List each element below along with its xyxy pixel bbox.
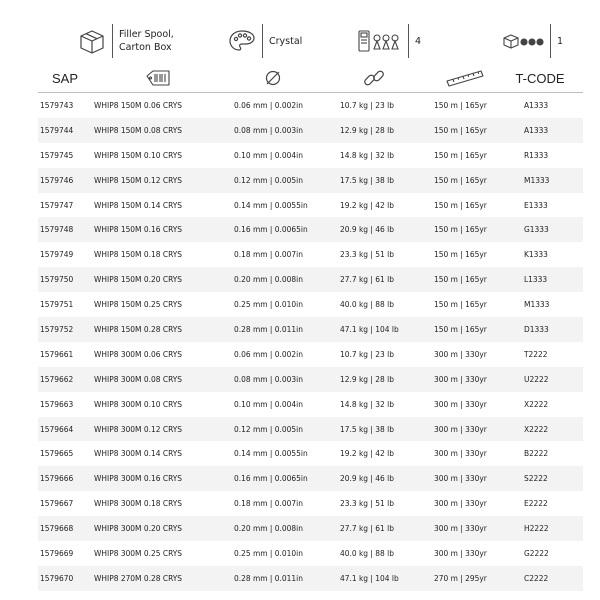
table-row [38,168,583,193]
sap-cell: 1579664 [40,423,74,434]
diameter-cell: 0.18 mm | 0.007in [234,498,303,509]
product-cell: WHIP8 300M 0.12 CRYS [94,423,183,434]
breaking-strength-cell: 12.9 kg | 28 lb [340,373,394,384]
breaking-strength-cell: 20.9 kg | 46 lb [340,224,394,235]
diameter-cell: 0.14 mm | 0.0055in [234,199,308,210]
diameter-cell: 0.08 mm | 0.003in [234,124,303,135]
table-row [38,516,583,541]
tcode-cell: U2222 [524,373,549,384]
diameter-cell: 0.06 mm | 0.002in [234,348,303,359]
barcode-tag-icon [128,64,188,92]
product-table [38,93,583,591]
table-row [38,417,583,442]
packaging-line-2: Carton Box [119,42,172,53]
table-row [38,317,583,342]
tcode-cell: X2222 [524,423,549,434]
table-row [38,541,583,566]
table-row [38,367,583,392]
quantity-value: 1 [557,35,564,47]
diameter-cell: 0.10 mm | 0.004in [234,398,303,409]
length-cell: 300 m | 330yr [434,398,487,409]
product-cell: WHIP8 300M 0.25 CRYS [94,548,183,559]
length-cell: 150 m | 165yr [434,149,487,160]
tcode-cell: M1333 [524,299,550,310]
breaking-strength-cell: 14.8 kg | 32 lb [340,149,394,160]
sap-cell: 1579748 [40,224,74,235]
chain-link-icon [354,64,394,92]
diameter-cell: 0.12 mm | 0.005in [234,174,303,185]
breaking-strength-cell: 17.5 kg | 38 lb [340,174,394,185]
length-cell: 300 m | 330yr [434,373,487,384]
length-cell: 300 m | 330yr [434,498,487,509]
diameter-cell: 0.16 mm | 0.0065in [234,224,308,235]
table-row [38,491,583,516]
diameter-cell: 0.06 mm | 0.002in [234,100,303,110]
ruler-icon [440,64,490,92]
packaging-info [78,18,174,64]
table-row [38,466,583,491]
length-cell: 300 m | 330yr [434,473,487,484]
packaging-line-1: Filler Spool, [119,29,174,40]
table-row [38,193,583,218]
diameter-icon [258,64,288,92]
product-cell: WHIP8 300M 0.20 CRYS [94,523,183,534]
table-row [38,392,583,417]
table-row [38,342,583,367]
breaking-strength-cell: 23.3 kg | 51 lb [340,249,394,260]
table-row [38,143,583,168]
breaking-strength-cell: 12.9 kg | 28 lb [340,124,394,135]
diameter-cell: 0.20 mm | 0.008in [234,523,303,534]
sap-cell: 1579749 [40,249,74,260]
sap-cell: 1579662 [40,373,74,384]
table-row [38,118,583,143]
sap-cell: 1579746 [40,174,74,185]
product-cell: WHIP8 150M 0.14 CRYS [94,199,183,210]
product-cell: WHIP8 150M 0.08 CRYS [94,124,183,135]
box-icon [78,27,106,55]
table-row [38,292,583,317]
product-cell: WHIP8 150M 0.25 CRYS [94,299,183,310]
carriers-value: 4 [415,35,422,47]
product-cell: WHIP8 300M 0.10 CRYS [94,398,183,409]
sap-cell: 1579667 [40,498,74,509]
quantity-info [502,18,563,64]
length-cell: 150 m | 165yr [434,224,487,235]
breaking-strength-cell: 20.9 kg | 46 lb [340,473,394,484]
product-cell: WHIP8 270M 0.28 CRYS [94,572,183,583]
diameter-cell: 0.28 mm | 0.011in [234,324,303,335]
length-cell: 300 m | 330yr [434,448,487,459]
sap-cell: 1579668 [40,523,74,534]
length-cell: 150 m | 165yr [434,324,487,335]
sap-cell: 1579669 [40,548,74,559]
tcode-cell: B2222 [524,448,549,459]
tcode-cell: L1333 [524,274,548,285]
table-row [38,242,583,267]
diameter-cell: 0.18 mm | 0.007in [234,249,303,260]
tcode-cell: G2222 [524,548,549,559]
tcode-header: T-CODE [515,70,565,86]
diameter-cell: 0.28 mm | 0.011in [234,572,303,583]
tcode-cell: M1333 [524,174,550,185]
table-row [38,441,583,466]
table-row [38,93,583,118]
carriers-info [356,18,421,64]
palette-icon [228,29,256,53]
tcode-cell: K1333 [524,249,548,260]
sap-cell: 1579744 [40,124,74,135]
sap-cell: 1579752 [40,324,74,335]
length-cell: 150 m | 165yr [434,299,487,310]
color-info [228,18,302,64]
sap-cell: 1579750 [40,274,74,285]
breaking-strength-cell: 27.7 kg | 61 lb [340,274,394,285]
diameter-cell: 0.08 mm | 0.003in [234,373,303,384]
sap-cell: 1579751 [40,299,74,310]
tcode-cell: A1333 [524,124,549,135]
breaking-strength-cell: 47.1 kg | 104 lb [340,572,399,583]
length-cell: 300 m | 330yr [434,348,487,359]
table-row [38,217,583,242]
length-cell: 300 m | 330yr [434,548,487,559]
diameter-cell: 0.25 mm | 0.010in [234,299,303,310]
tcode-cell: S2222 [524,473,548,484]
table-header [0,64,600,92]
sap-cell: 1579663 [40,398,74,409]
stacked-boxes-icon [502,30,544,52]
sap-cell: 1579670 [40,572,74,583]
length-cell: 270 m | 295yr [434,572,487,583]
tcode-cell: C2222 [524,572,549,583]
table-row [38,267,583,292]
sap-cell: 1579666 [40,473,74,484]
breaking-strength-cell: 10.7 kg | 23 lb [340,348,394,359]
breaking-strength-cell: 47.1 kg | 104 lb [340,324,399,335]
divider [262,24,263,58]
length-cell: 300 m | 330yr [434,423,487,434]
product-cell: WHIP8 300M 0.06 CRYS [94,348,183,359]
breaking-strength-cell: 27.7 kg | 61 lb [340,523,394,534]
product-cell: WHIP8 150M 0.10 CRYS [94,149,183,160]
sap-cell: 1579745 [40,149,74,160]
diameter-cell: 0.14 mm | 0.0055in [234,448,308,459]
product-cell: WHIP8 300M 0.18 CRYS [94,498,183,509]
diameter-cell: 0.12 mm | 0.005in [234,423,303,434]
product-cell: WHIP8 150M 0.18 CRYS [94,249,183,260]
length-cell: 150 m | 165yr [434,124,487,135]
diameter-cell: 0.16 mm | 0.0065in [234,473,308,484]
tcode-cell: X2222 [524,398,549,409]
diameter-cell: 0.10 mm | 0.004in [234,149,303,160]
divider [408,24,409,58]
product-cell: WHIP8 150M 0.06 CRYS [94,100,183,110]
length-cell: 150 m | 165yr [434,100,487,110]
sap-cell: 1579747 [40,199,74,210]
sap-header: SAP [51,70,78,86]
diameter-cell: 0.20 mm | 0.008in [234,274,303,285]
product-cell: WHIP8 300M 0.16 CRYS [94,473,183,484]
product-cell: WHIP8 300M 0.08 CRYS [94,373,183,384]
product-cell: WHIP8 150M 0.28 CRYS [94,324,183,335]
length-cell: 150 m | 165yr [434,249,487,260]
top-info-strip [0,18,600,64]
length-cell: 150 m | 165yr [434,199,487,210]
length-cell: 300 m | 330yr [434,523,487,534]
color-value: Crystal [269,35,303,47]
length-cell: 150 m | 165yr [434,174,487,185]
divider [112,24,113,58]
tcode-cell: H2222 [524,523,549,534]
breaking-strength-cell: 19.2 kg | 42 lb [340,448,394,459]
diameter-cell: 0.25 mm | 0.010in [234,548,303,559]
sap-cell: 1579743 [40,100,74,110]
tcode-cell: D1333 [524,324,549,335]
tcode-cell: E2222 [524,498,548,509]
sap-cell: 1579661 [40,348,74,359]
breaking-strength-cell: 40.0 kg | 88 lb [340,548,394,559]
tcode-cell: A1333 [524,100,549,110]
packaging-text [119,28,174,54]
product-cell: WHIP8 150M 0.16 CRYS [94,224,183,235]
breaking-strength-cell: 17.5 kg | 38 lb [340,423,394,434]
breaking-strength-cell: 40.0 kg | 88 lb [340,299,394,310]
breaking-strength-cell: 23.3 kg | 51 lb [340,498,394,509]
length-cell: 150 m | 165yr [434,274,487,285]
tcode-cell: T2222 [524,348,548,359]
breaking-strength-cell: 10.7 kg | 23 lb [340,100,394,110]
tcode-cell: G1333 [524,224,549,235]
breaking-strength-cell: 19.2 kg | 42 lb [340,199,394,210]
tcode-cell: R1333 [524,149,549,160]
product-cell: WHIP8 150M 0.20 CRYS [94,274,183,285]
product-cell: WHIP8 150M 0.12 CRYS [94,174,183,185]
sap-cell: 1579665 [40,448,74,459]
divider [550,24,551,58]
product-cell: WHIP8 300M 0.14 CRYS [94,448,183,459]
table-row [38,566,583,591]
breaking-strength-cell: 14.8 kg | 32 lb [340,398,394,409]
tcode-cell: E1333 [524,199,548,210]
carriers-icon [356,28,402,54]
